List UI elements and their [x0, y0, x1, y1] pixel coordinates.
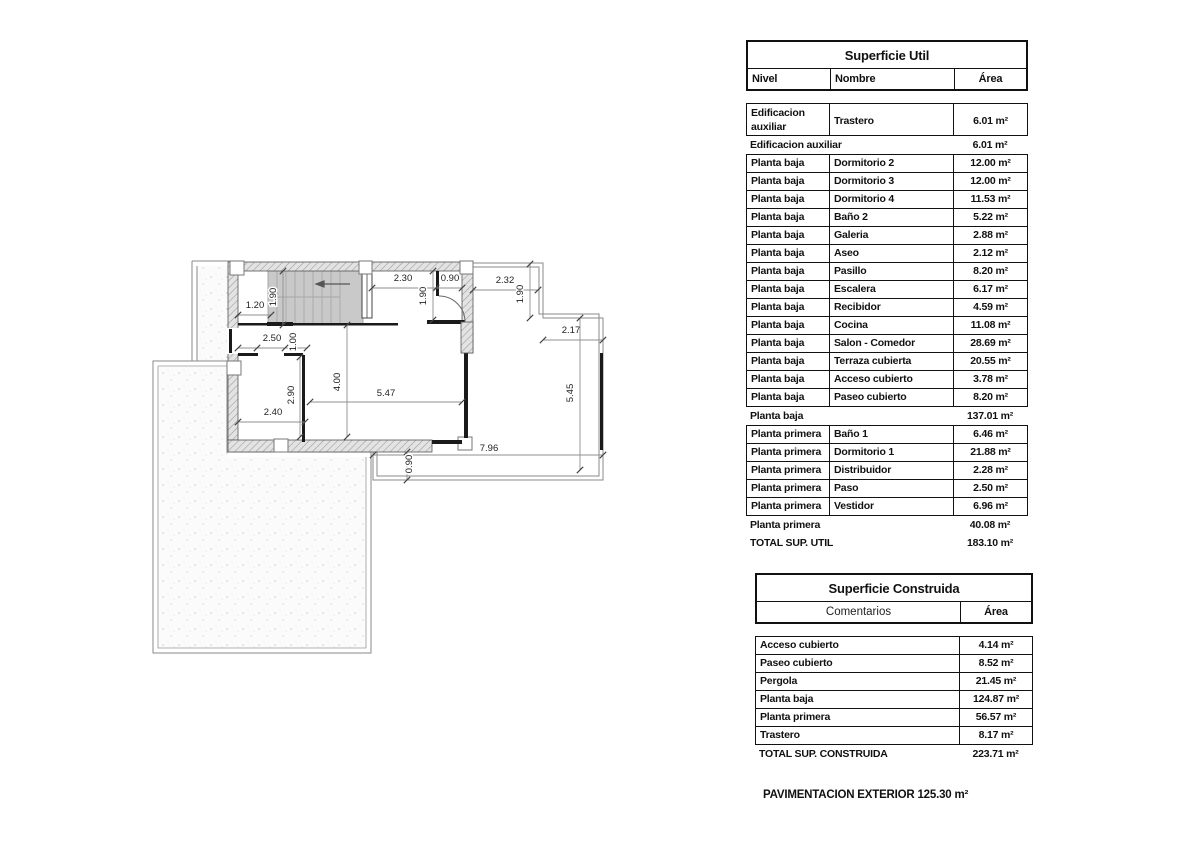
- cell-nombre: Aseo: [829, 245, 953, 262]
- cell-nombre: Paseo cubierto: [829, 389, 953, 406]
- cell-area: 124.87 m²: [959, 691, 1032, 708]
- table-row: [747, 208, 1027, 226]
- column-header-nombre: Nombre: [830, 69, 954, 89]
- cell-nombre: Dormitorio 4: [829, 191, 953, 208]
- cell-nombre: Galeria: [829, 227, 953, 244]
- cell-comentario: Pergola: [760, 675, 798, 687]
- cell-area: 56.57 m²: [959, 709, 1032, 726]
- dimension: [307, 388, 465, 405]
- cell-nivel: Edificacion auxiliar: [751, 107, 805, 133]
- table-row: [747, 155, 1027, 172]
- pavimentacion-note: PAVIMENTACION EXTERIOR 125.30 m²: [763, 789, 969, 801]
- cell-nivel: Planta baja: [751, 283, 805, 295]
- cell-area: 11.53 m²: [953, 191, 1027, 208]
- table-row: [747, 334, 1027, 352]
- column-header-comentarios: Comentarios: [825, 606, 892, 618]
- cell-nombre: Acceso cubierto: [829, 371, 953, 388]
- dimension-label: 1.00: [288, 332, 299, 352]
- cell-nombre: Terraza cubierta: [829, 353, 953, 370]
- subtotal-label: Planta primera: [750, 519, 821, 531]
- cell-nombre: Vestidor: [829, 498, 953, 515]
- table-row: [747, 190, 1027, 208]
- cell-area: 8.20 m²: [953, 389, 1027, 406]
- dimension-label: 5.47: [376, 388, 396, 399]
- subtotal-label: Edificacion auxiliar: [750, 139, 842, 151]
- cell-nivel: Planta baja: [751, 247, 805, 259]
- cell-nivel: Planta baja: [751, 265, 805, 277]
- cell-nombre: Distribuidor: [829, 462, 953, 479]
- table-row: [747, 370, 1027, 388]
- cell-area: 6.46 m²: [953, 426, 1027, 443]
- cell-area: 12.00 m²: [953, 173, 1027, 190]
- table-row: [747, 298, 1027, 316]
- dimension-label: 2.40: [263, 407, 283, 418]
- left-wall-window: [227, 328, 239, 354]
- cell-area: 8.20 m²: [953, 263, 1027, 280]
- dimension: [565, 315, 583, 473]
- cell-nombre: Paso: [829, 480, 953, 497]
- table-row: [747, 497, 1027, 515]
- right-wall-pier: [461, 322, 473, 353]
- table-title: Superficie Construida: [757, 575, 1031, 602]
- table-row: [747, 316, 1027, 334]
- cell-nivel: Planta baja: [751, 337, 805, 349]
- cell-nombre: Baño 2: [829, 209, 953, 226]
- dimension-label: 2.90: [286, 385, 297, 405]
- total-label: TOTAL SUP. CONSTRUIDA: [759, 748, 888, 760]
- table-row: [756, 654, 1032, 672]
- total-row: [746, 534, 1028, 552]
- cell-nivel: Planta baja: [751, 193, 805, 205]
- table-row: [747, 479, 1027, 497]
- dimension-label: 1.20: [245, 300, 265, 311]
- cell-area: 21.45 m²: [959, 673, 1032, 690]
- table-row: [747, 226, 1027, 244]
- dimension-label: 1.90: [268, 287, 279, 307]
- cell-nivel: Planta baja: [751, 301, 805, 313]
- cell-nivel: Planta primera: [751, 428, 822, 440]
- cell-area: 21.88 m²: [953, 444, 1027, 461]
- superficie-util-header: [746, 40, 1028, 91]
- cell-comentario: Paseo cubierto: [760, 657, 833, 669]
- table-row: [756, 637, 1032, 654]
- dimension: [286, 354, 303, 440]
- cell-area: 6.17 m²: [953, 281, 1027, 298]
- stair-window: [362, 269, 372, 318]
- dimension: [418, 268, 436, 323]
- table-row: [756, 672, 1032, 690]
- dimension: [235, 407, 308, 425]
- table-group: [746, 103, 1028, 136]
- cell-nivel: Planta baja: [751, 391, 805, 403]
- cell-area: 5.22 m²: [953, 209, 1027, 226]
- table-group: [746, 425, 1028, 516]
- table-row: [747, 244, 1027, 262]
- dimension-label: 0.90: [404, 454, 415, 474]
- cell-nombre: Cocina: [829, 317, 953, 334]
- superficie-construida-body: [755, 636, 1033, 745]
- cell-nombre: Dormitorio 3: [829, 173, 953, 190]
- table-row: [747, 262, 1027, 280]
- superficie-construida-table: [755, 573, 1033, 763]
- cell-nivel: Planta baja: [751, 157, 805, 169]
- table-row: [747, 443, 1027, 461]
- superficie-util-table: [746, 40, 1028, 552]
- cell-area: 6.01 m²: [953, 104, 1027, 135]
- superficie-construida-header: [755, 573, 1033, 624]
- cell-nombre: Baño 1: [829, 426, 953, 443]
- subtotal-label: Planta baja: [750, 410, 804, 422]
- cell-nivel: Planta baja: [751, 229, 805, 241]
- table-row: [747, 172, 1027, 190]
- cell-area: 6.96 m²: [953, 498, 1027, 515]
- table-row: [756, 690, 1032, 708]
- table-group: [746, 154, 1028, 407]
- dimension-label: 7.96: [479, 443, 499, 454]
- subtotal-row: [746, 407, 1028, 425]
- cell-nombre: Trastero: [829, 104, 953, 135]
- cell-nombre: Escalera: [829, 281, 953, 298]
- cell-area: 4.59 m²: [953, 299, 1027, 316]
- dimension-label: 2.30: [393, 273, 413, 284]
- cell-comentario: Trastero: [760, 729, 800, 741]
- dimension: [470, 275, 541, 293]
- cell-area: 3.78 m²: [953, 371, 1027, 388]
- dimension-label: 5.45: [565, 383, 576, 403]
- table-row: [747, 104, 1027, 135]
- cell-nivel: Planta primera: [751, 464, 822, 476]
- subtotal-row: [746, 516, 1028, 534]
- column-header-area: Área: [954, 69, 1026, 89]
- dimension-label: 2.17: [561, 325, 581, 336]
- cell-area: 2.88 m²: [953, 227, 1027, 244]
- table-row: [747, 280, 1027, 298]
- cell-comentario: Acceso cubierto: [760, 639, 839, 651]
- cell-nombre: Salon - Comedor: [829, 335, 953, 352]
- table-row: [756, 708, 1032, 726]
- dimension-label: 4.00: [332, 372, 343, 392]
- dimension-label: 0.90: [440, 273, 460, 284]
- cell-area: 20.55 m²: [953, 353, 1027, 370]
- entry-door-arc: [439, 296, 465, 322]
- column-header-area: Área: [960, 602, 1031, 622]
- dimension-label: 2.50: [262, 333, 282, 344]
- staircase: [267, 268, 363, 326]
- cell-area: 4.14 m²: [959, 637, 1032, 654]
- dimension-label: 1.90: [515, 284, 526, 304]
- cell-nivel: Planta baja: [751, 319, 805, 331]
- cell-nombre: Pasillo: [829, 263, 953, 280]
- cell-area: 12.00 m²: [953, 155, 1027, 172]
- cell-area: 2.28 m²: [953, 462, 1027, 479]
- cell-area: 11.08 m²: [953, 317, 1027, 334]
- cell-area: 2.12 m²: [953, 245, 1027, 262]
- cell-area: 8.52 m²: [959, 655, 1032, 672]
- table-row: [747, 461, 1027, 479]
- table-row: [747, 388, 1027, 406]
- cell-nivel: Planta primera: [751, 482, 822, 494]
- cell-nombre: Dormitorio 2: [829, 155, 953, 172]
- cell-nombre: Dormitorio 1: [829, 444, 953, 461]
- cell-area: 8.17 m²: [959, 727, 1032, 744]
- dimension-label: 1.90: [418, 286, 429, 306]
- total-row: [755, 745, 1033, 763]
- dimension: [515, 261, 533, 321]
- dimension-label: 2.32: [495, 275, 515, 286]
- dimension: [404, 449, 415, 483]
- cell-nivel: Planta baja: [751, 355, 805, 367]
- table-title: Superficie Util: [748, 42, 1026, 69]
- cell-area: 28.69 m²: [953, 335, 1027, 352]
- dimension: [332, 322, 350, 440]
- cell-nivel: Planta baja: [751, 175, 805, 187]
- subtotal-value: 6.01 m²: [972, 139, 1008, 151]
- cell-nivel: Planta primera: [751, 446, 822, 458]
- total-value: 223.71 m²: [972, 748, 1019, 760]
- cell-nombre: Recibidor: [829, 299, 953, 316]
- subtotal-value: 40.08 m²: [969, 519, 1011, 531]
- total-value: 183.10 m²: [966, 537, 1014, 549]
- superficie-util-body: [746, 103, 1028, 534]
- cell-comentario: Planta primera: [760, 711, 831, 723]
- subtotal-value: 137.01 m²: [966, 410, 1014, 422]
- cell-nivel: Planta primera: [751, 500, 822, 512]
- column-header-nivel: Nivel: [752, 73, 778, 85]
- cell-nivel: Planta baja: [751, 373, 805, 385]
- table-row: [756, 726, 1032, 744]
- table-row: [747, 426, 1027, 443]
- cell-area: 2.50 m²: [953, 480, 1027, 497]
- subtotal-row: [746, 136, 1028, 154]
- cell-nivel: Planta baja: [751, 211, 805, 223]
- total-label: TOTAL SUP. UTIL: [750, 537, 834, 549]
- table-row: [747, 352, 1027, 370]
- cell-comentario: Planta baja: [760, 693, 814, 705]
- dimension: [540, 325, 606, 343]
